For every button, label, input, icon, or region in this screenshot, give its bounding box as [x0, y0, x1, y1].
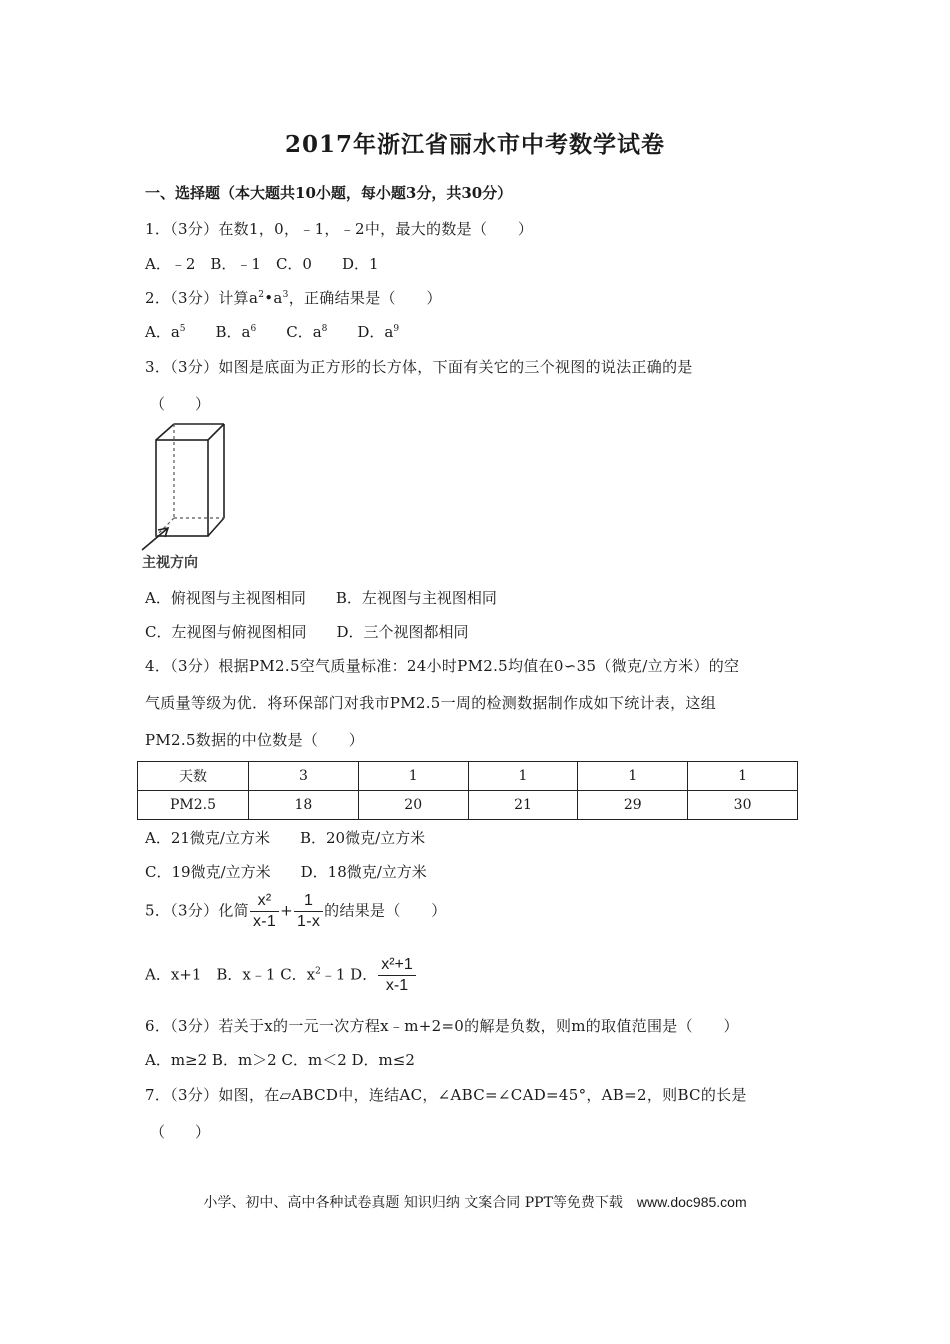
page-title: 2017年浙江省丽水市中考数学试卷 [284, 131, 665, 158]
table-row [138, 762, 798, 791]
table-cell: PM2.5 [138, 791, 249, 820]
table-cell: 1 [578, 762, 688, 791]
question-4-stem-line2: 气质量等级为优．将环保部门对我市PM2.5一周的检测数据制作成如下统计表，这组 [145, 694, 717, 712]
question-4-stem-line1: 4．（3分）根据PM2.5空气质量标准：24小时PM2.5均值在0∽35（微克/立方米）的空 [145, 657, 740, 675]
question-6-stem: 6．（3分）若关于x的一元一次方程x﹣m+2=0的解是负数，则m的取值范围是（ ） [145, 1017, 739, 1035]
question-3-options-line1: A．俯视图与主视图相同 B．左视图与主视图相同 [145, 589, 497, 607]
question-2-stem: 2．（3分）计算$a^2•a^3$，正确结果是（ ） [145, 289, 442, 307]
cuboid-figure [140, 420, 240, 572]
fraction-1: $\frac{\text{x²}}{x-1}$ [250, 891, 279, 932]
question-4-options-line2: C．19微克/立方米 D．18微克/立方米 [145, 863, 427, 881]
question-4-options-line1: A．21微克/立方米 B．20微克/立方米 [145, 829, 426, 847]
question-7-stem-line2: （ ） [150, 1123, 211, 1141]
question-4-stem-line3: PM2.5数据的中位数是（ ） [145, 731, 365, 749]
table-cell: 天数 [138, 762, 249, 791]
question-6-options: A．m≥2 B．m＞2 C．m＜2 D．m≤2 [145, 1051, 415, 1069]
question-3-stem-line1: 3．（3分）如图是底面为正方形的长方体，下面有关它的三个视图的说法正确的是 [145, 358, 693, 376]
question-1-stem: 1．（3分）在数1，0，﹣1，﹣2中，最大的数是（ ） [145, 220, 534, 238]
table-row [138, 791, 798, 820]
question-3-stem-line2: （ ） [150, 395, 211, 413]
question-3-options-line2: C．左视图与俯视图相同 D．三个视图都相同 [145, 623, 469, 641]
footer-text: 小学、初中、高中各种试卷真题 知识归纳 文案合同 PPT等免费下载 [203, 1195, 637, 1211]
table-cell: 30 [688, 791, 798, 820]
view-direction-label: 主视方向 [142, 555, 198, 571]
question-5-options: A．x+1 B．x﹣1 C．$x^2﹣1$ D． $\frac{\text{x²+1}}{x-1}$ [145, 955, 417, 996]
table-cell: 1 [358, 762, 468, 791]
cuboid-front-face [156, 440, 208, 536]
table-cell: 20 [358, 791, 468, 820]
option-d-fraction: $\frac{\text{x²+1}}{x-1}$ [378, 955, 416, 996]
footer-link[interactable]: www.doc985.com [636, 1194, 747, 1210]
question-5-stem: 5．（3分）化简 $\frac{\text{x²}}{x-1}$ + $\frac{1}{1-x}$ 的结果是（ ） [145, 892, 447, 930]
question-1-options: A．﹣2 B．﹣1 C．0 D．1 [145, 255, 379, 273]
table-cell: 1 [468, 762, 578, 791]
table-cell: 21 [468, 791, 578, 820]
question-2-options: A．$a^5$ B．$a^6$ C．$a^8$ D．$a^9$ [145, 323, 400, 341]
table-cell: 3 [249, 762, 359, 791]
section-heading: 一、选择题（本大题共10小题，每小题3分，共30分） [145, 184, 513, 202]
fraction-2: $\frac{1}{1-x}$ [294, 891, 323, 932]
question-7-stem-line1: 7．（3分）如图，在▱ABCD中，连结AC，∠ABC=∠CAD=45°，AB=2，则BC的长是 [145, 1086, 747, 1104]
table-cell: 1 [688, 762, 798, 791]
table-cell: 29 [578, 791, 688, 820]
table-cell: 18 [249, 791, 359, 820]
pm25-table [137, 761, 798, 820]
page-footer [0, 1192, 950, 1212]
view-direction-arrow [142, 528, 168, 550]
